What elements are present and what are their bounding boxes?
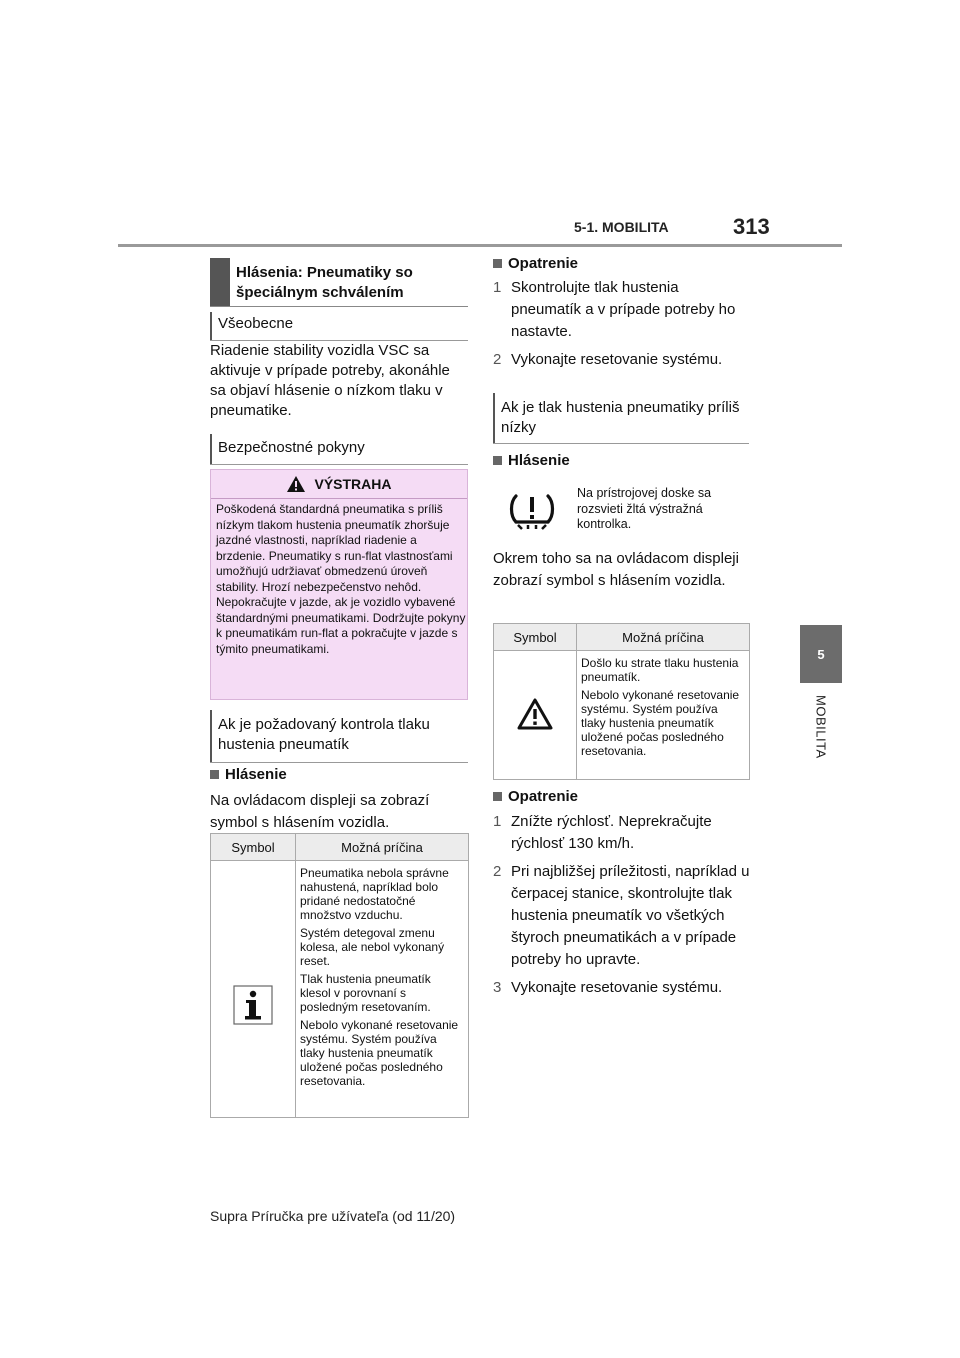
step-text: Znížte rýchlosť. Neprekračujte rýchlosť 130 km/h.: [511, 813, 712, 852]
tire-pressure-warning-icon: [508, 490, 556, 532]
step: [493, 811, 751, 855]
general-paragraph: Riadenie stability vozidla VSC sa aktivuje v prípade potreby, akonáhle sa objaví hlásenie o nízkom tlaku v pneumatike.: [210, 342, 450, 419]
footer-text: Supra Príručka pre užívateľa (od 11/20): [210, 1208, 456, 1224]
chapter-label: [800, 695, 842, 815]
step-number: 2: [493, 863, 502, 880]
section-title: 5-1. MOBILITA: [574, 219, 669, 235]
measures2-heading-text: Opatrenie: [508, 788, 579, 805]
indicator-text: Na prístrojovej doske sa rozsvieti žltá výstražná kontrolka.: [577, 486, 712, 531]
cause-line: Pneumatika nebola správne nahustená, napríklad bolo pridané nedostatočné množstvo vzduchu.: [300, 866, 449, 922]
chapter-label-text: MOBILITA: [813, 695, 829, 759]
warning-text: Poškodená štandardná pneumatika s príliš nízkym tlakom hustenia pneumatík zhoršuje jazdné vlastnosti, napríklad riadenie a brzdenie. Pneumatiky s run-flat vlastnosťami umožňujú udržiavať obmedzenú úroveň stability. Hrozí nebezpečenstvo nehôd. Nepokračujte v jazde, ak je vozidlo vybavené štandardnými pneumatikami. Dodržujte pokyny k pneumatikám run-flat a pokračujte v jazde s týmito pneumatikami.: [216, 502, 466, 656]
col-cause-header: Možná príčina: [296, 834, 469, 861]
message-table-right: [493, 623, 750, 780]
message-heading: [210, 766, 287, 783]
col-cause-header: Možná príčina: [577, 624, 750, 651]
subheading-low-pressure: [493, 393, 749, 444]
subheading-safety: [210, 434, 468, 465]
step-text: Vykonajte resetovanie systému.: [511, 351, 723, 368]
step-number: 3: [493, 979, 502, 996]
subheading-general: [210, 312, 468, 341]
measures-heading-text: Opatrenie: [508, 255, 579, 272]
step-text: Skontrolujte tlak hustenia pneumatík a v prípade potreby ho nastavte.: [511, 279, 736, 340]
message-heading-text: Hlásenie: [225, 766, 287, 783]
warning-box: [210, 469, 468, 700]
warning-title: [211, 470, 467, 499]
bullet-square: [493, 456, 502, 465]
measures2-heading: [493, 788, 578, 805]
cause-cell: [577, 651, 750, 780]
bullet-square: [493, 259, 502, 268]
measures-heading: [493, 255, 578, 272]
symbol-cell: [494, 651, 577, 780]
step: [493, 277, 751, 343]
warning-title-text: VÝSTRAHA: [314, 476, 392, 492]
cause-line: Nebolo vykonané resetovanie systému. Systém používa tlaky hustenia pneumatík uložené počas posledného resetovania.: [581, 688, 740, 758]
message-paragraph-right: Okrem toho sa na ovládacom displeji zobrazí symbol s hlásením vozidla.: [493, 550, 739, 589]
step-text: Pri najbližšej príležitosti, napríklad u čerpacej stanice, skontrolujte tlak hustenia pneumatík vo všetkých štyroch pneumatikách a v prípade potreby ho upravte.: [511, 863, 750, 968]
subheading-general-text: Všeobecne: [218, 315, 294, 332]
section-heading-text: Hlásenia: Pneumatiky so špeciálnym schválením: [236, 264, 413, 301]
bullet-square: [210, 770, 219, 779]
step-number: 2: [493, 351, 502, 368]
heading-bar: [210, 258, 230, 306]
cause-line: Došlo ku strate tlaku hustenia pneumatík.: [581, 656, 739, 684]
step: [493, 349, 751, 371]
cause-line: Systém detegoval zmenu kolesa, ale nebol vykonaný reset.: [300, 926, 445, 968]
cause-cell: [296, 861, 469, 1118]
header-rule: [118, 244, 842, 247]
col-symbol-header: Symbol: [494, 624, 577, 651]
section-heading: [210, 258, 468, 307]
col-symbol-header: Symbol: [211, 834, 296, 861]
step-number: 1: [493, 279, 502, 296]
chapter-tab: 5: [800, 625, 842, 683]
step: [493, 977, 751, 999]
step-number: 1: [493, 813, 502, 830]
message-heading-right: [493, 452, 570, 469]
message-table: [210, 833, 469, 1118]
step-text: Vykonajte resetovanie systému.: [511, 979, 723, 996]
step: [493, 861, 751, 971]
subheading-calibration-text: Ak je požadovaný kontrola tlaku hustenia pneumatík: [218, 716, 430, 753]
subheading-safety-text: Bezpečnostné pokyny: [218, 439, 365, 456]
info-icon: [233, 985, 273, 1025]
message-paragraph: Na ovládacom displeji sa zobrazí symbol s hlásením vozidla.: [210, 792, 430, 831]
warning-triangle-icon: [517, 698, 553, 730]
subheading-low-pressure-text: Ak je tlak hustenia pneumatiky príliš nízky: [501, 399, 740, 436]
symbol-cell: [211, 861, 296, 1118]
bullet-square: [493, 792, 502, 801]
message-heading-right-text: Hlásenie: [508, 452, 570, 469]
subheading-calibration: [210, 710, 468, 763]
page-number: 313: [733, 214, 770, 239]
cause-line: Tlak hustenia pneumatík klesol v porovnaní s posledným resetovaním.: [300, 972, 431, 1014]
warning-triangle-icon: [286, 475, 306, 493]
cause-line: Nebolo vykonané resetovanie systému. Systém používa tlaky hustenia pneumatík uložené počas posledného resetovania.: [300, 1018, 459, 1088]
